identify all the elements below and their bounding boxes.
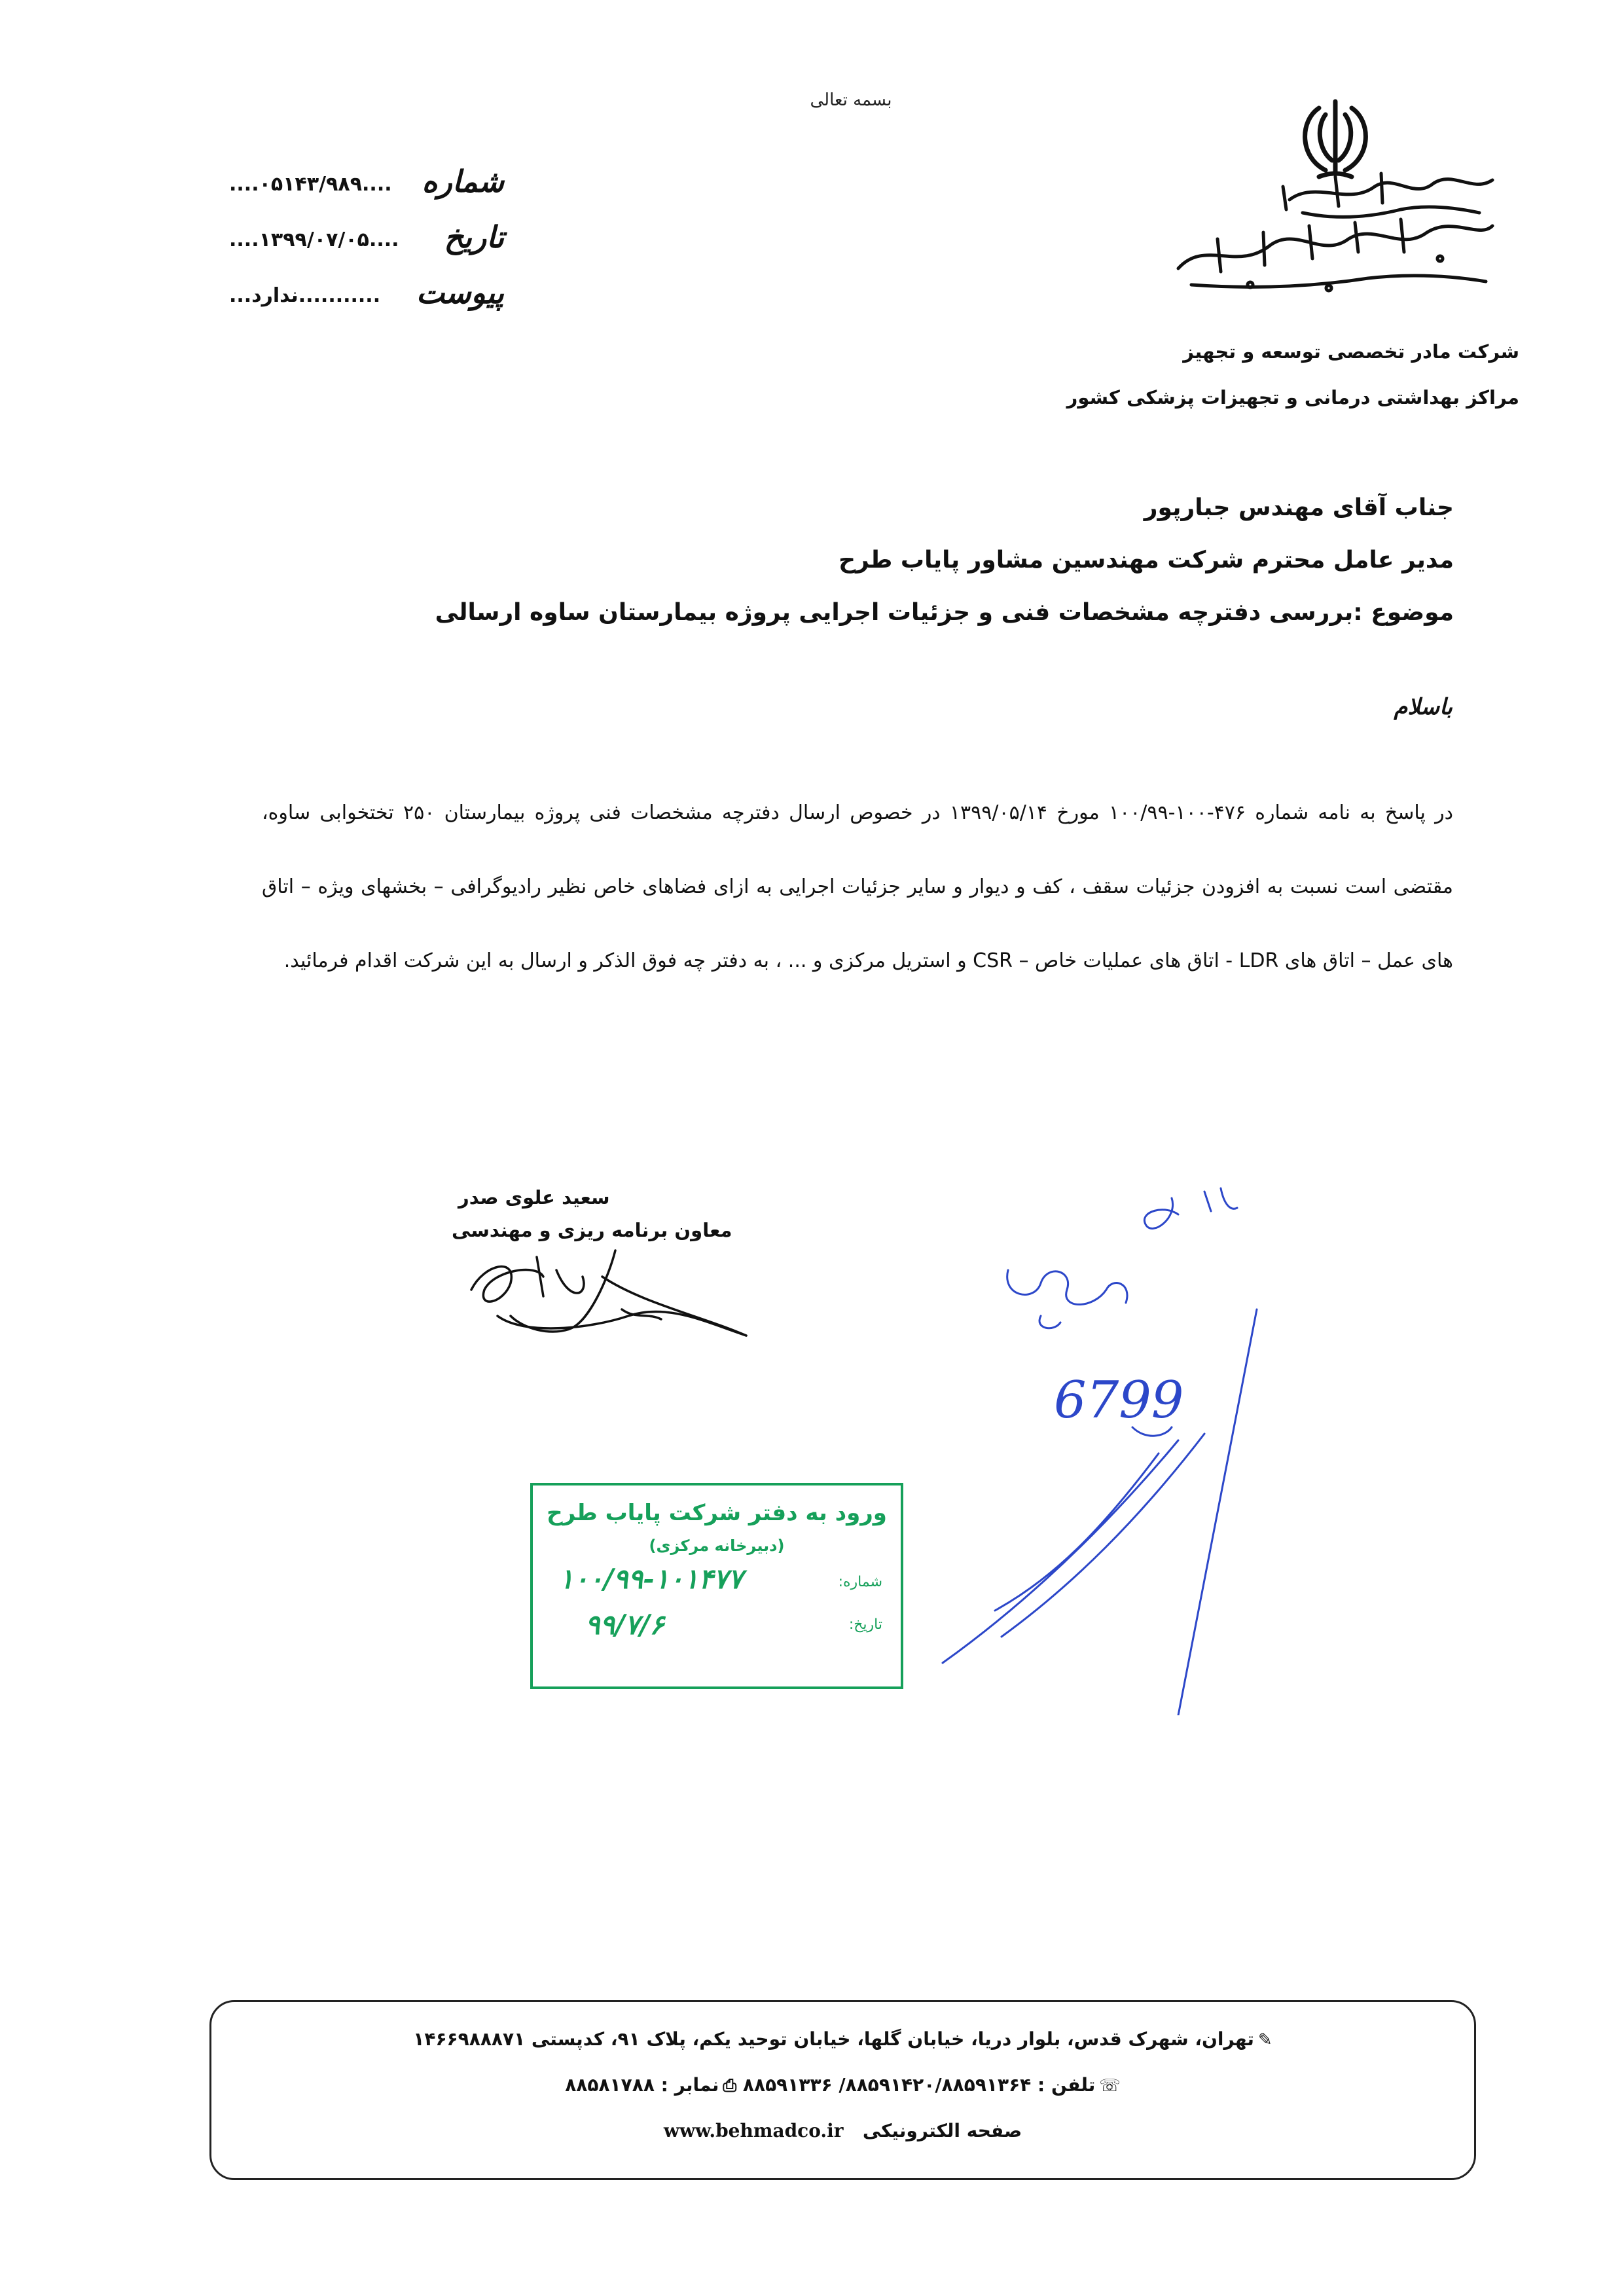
letter-subject: موضوع :بررسی دفترچه مشخصات فنی و جزئیات اجرایی پروژه بیمارستان ساوه ارسالی <box>435 599 1454 626</box>
footer-website-link[interactable]: www.behmadco.ir <box>663 2120 844 2141</box>
signer-name: سعید علوی صدر <box>458 1186 610 1209</box>
greeting: باسلام <box>1394 694 1453 720</box>
addressee-title: مدیر عامل محترم شرکت مهندسین مشاور پایاب طرح <box>839 547 1454 574</box>
letter-number-row <box>223 164 504 210</box>
footer-web-label: صفحه الکترونیکی <box>862 2120 1022 2141</box>
handwritten-number: 6799 <box>1054 1371 1184 1430</box>
pen-icon: ✎ <box>1257 2030 1272 2050</box>
letter-date-row <box>223 219 504 265</box>
footer-fax-value: ۸۸۵۸۱۷۸۸ <box>565 2074 655 2096</box>
footer-address: تهران، شهرک قدس، بلوار دریا، خیابان گلها، خیابان توحید یکم، پلاک ۹۱، کدپستی ۱۴۶۶۹۸۸۸۷۱ <box>413 2028 1254 2050</box>
fax-icon: ⎙ <box>723 2076 737 2096</box>
letter-date-value: ....۱۳۹۹/۰۷/۰۵.... <box>229 228 399 251</box>
signer-title: معاون برنامه ریزی و مهندسی <box>452 1219 732 1241</box>
letter-date-label: تاریخ <box>444 219 504 255</box>
stamp-subtitle: (دبیرخانه مرکزی) <box>649 1537 785 1555</box>
footer-phone-line <box>211 2074 1474 2096</box>
stamp-title: ورود به دفتر شرکت پایاب طرح <box>547 1500 887 1526</box>
letter-attachment-row <box>223 275 504 321</box>
received-stamp <box>530 1483 903 1689</box>
stamp-date-value: ۹۹/۷/۶ <box>585 1609 664 1641</box>
letter-number-value: ....۰۵۱۴۳/۹۸۹.... <box>229 173 392 196</box>
letter-body: در پاسخ به نامه شماره ۴۷۶-۱۰۰-۱۰۰/۹۹ مورخ ۱۳۹۹/۰۵/۱۴ در خصوص ارسال دفترچه مشخصات فنی پروژه بیمارستان ۲۵۰ تختخوابی ساوه، مقتضی است نسبت به افزودن جزئیات سقف ، کف و دیوار و سایر جزئیات اجرایی به ازای فضاهای خاص نظیر رادیوگرافی – بخشهای ویژه – اتاق های عمل – اتاق های LDR - اتاق های عملیات خاص – CSR و استریل مرکزی و ... ، به دفتر چه فوق الذکر و ارسال به این شرکت اقدام فرمائید. <box>262 801 1453 972</box>
phone-icon: ☏ <box>1099 2076 1121 2096</box>
company-name-line2: مراکز بهداشتی درمانی و تجهیزات پزشکی کشور <box>1066 386 1519 409</box>
handwritten-note <box>838 1178 1296 1715</box>
stamp-date-label: تاریخ: <box>848 1616 882 1633</box>
stamp-number-label: شماره: <box>838 1574 882 1590</box>
letter-number-label: شماره <box>422 164 504 199</box>
letter-attachment-value: ...........ندارد... <box>229 284 381 307</box>
company-name-line1: شرکت مادر تخصصی توسعه و تجهیز <box>1183 340 1519 363</box>
footer-contact-box <box>209 2000 1476 2180</box>
footer-address-line <box>211 2028 1474 2050</box>
footer-phone-value: ۸۸۵۹۱۴۲۰/۸۸۵۹۱۳۶۴/ ۸۸۵۹۱۳۳۶ <box>742 2074 1032 2096</box>
handwritten-signature <box>458 1237 753 1355</box>
footer-web-line <box>211 2120 1474 2141</box>
ministry-logo-calligraphy <box>1152 160 1506 304</box>
footer-phone-label: تلفن : <box>1038 2074 1096 2096</box>
letter-attachment-label: پیوست <box>416 275 504 310</box>
footer-fax-label: نمابر : <box>660 2074 719 2096</box>
bismillah-heading: بسمه تعالی <box>810 90 892 110</box>
addressee-name: جناب آقای مهندس جبارپور <box>1144 494 1454 521</box>
stamp-number-value: ۱۰۰/۹۹-۱۰۱۴۷۷ <box>559 1563 743 1595</box>
